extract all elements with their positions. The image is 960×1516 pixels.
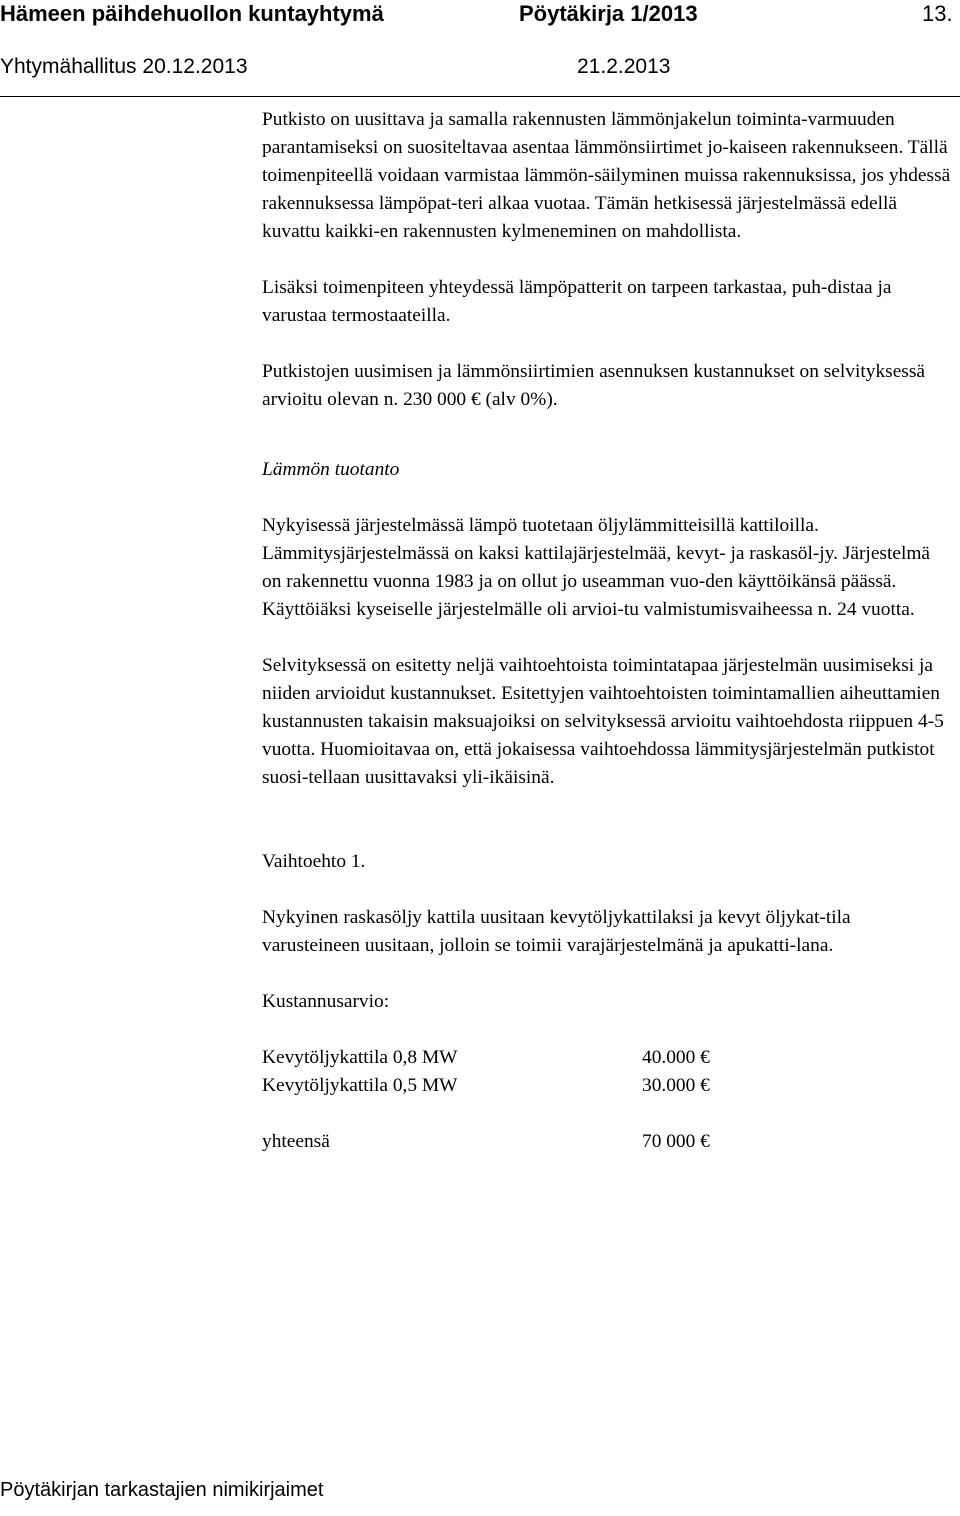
cost-row — [262, 1072, 952, 1100]
cost-amount: 40.000 € — [642, 1047, 710, 1068]
footer-initials-label: Pöytäkirjan tarkastajien nimikirjaimet — [0, 1479, 324, 1501]
header-document-title: Pöytäkirja 1/2013 — [519, 1, 698, 26]
paragraph-option-1: Nykyinen raskasöljy kattila uusitaan kevytöljykattilaksi ja kevyt öljykat-tila varusteineen uusitaan, jolloin se toimii varajärjestelmänä ja apukatti-lana. — [262, 907, 851, 956]
option-title: Vaihtoehto 1. — [262, 851, 366, 872]
cost-item: Kevytöljykattila 0,5 MW — [262, 1075, 458, 1096]
header-page-number: 13. — [922, 1, 953, 26]
cost-total-row — [262, 1128, 952, 1156]
paragraph-alternatives: Selvityksessä on esitetty neljä vaihtoehtoista toimintatapaa järjestelmän uusimiseksi ja niiden arvioidut kustannukset. Esitettyjen vaihtoehtoisten toimintamallien aiheuttamien kustannusten takaisin maksuajoiksi on selvityksessä arvioitu vaihtoehdosta riippuen 4-5 vuotta. Huomioitavaa on, että jokaisessa vaihtoehdossa lämmitysjärjestelmän putkistot suosi-tellaan uusittavaksi yli-ikäisinä. — [262, 655, 944, 788]
header-organization: Hämeen päihdehuollon kuntayhtymä — [0, 1, 384, 26]
document-body — [262, 106, 952, 1156]
paragraph-radiators: Lisäksi toimenpiteen yhteydessä lämpöpatterit on tarpeen tarkastaa, puh-distaa ja varustaa termostaateilla. — [262, 277, 892, 326]
subheader-date: 21.2.2013 — [577, 55, 671, 78]
cost-amount: 30.000 € — [642, 1075, 710, 1096]
section-heading-heat-production: Lämmön tuotanto — [262, 459, 400, 480]
paragraph-pipework: Putkisto on uusittava ja samalla rakennusten lämmönjakelun toiminta-varmuuden parantamiseksi on suositeltavaa asentaa lämmönsiirtimet jo-kaiseen rakennukseen. Tällä toimenpiteellä voidaan varmistaa lämmön-säilyminen muissa rakennuksissa, jos yhdessä rakennuksessa lämpöpat-teri alkaa vuotaa. Tämän hetkisessä järjestelmässä edellä kuvattu kaikki-en rakennusten kylmeneminen on mahdollista. — [262, 109, 951, 242]
header-rule — [0, 96, 960, 97]
cost-total-label: yhteensä — [262, 1131, 330, 1152]
paragraph-pipework-costs: Putkistojen uusimisen ja lämmönsiirtimien asennuksen kustannukset on selvityksessä arvioitu olevan n. 230 000 € (alv 0%). — [262, 361, 925, 410]
estimate-label: Kustannusarvio: — [262, 991, 390, 1012]
cost-row — [262, 1044, 952, 1072]
cost-total-amount: 70 000 € — [642, 1131, 710, 1152]
cost-item: Kevytöljykattila 0,8 MW — [262, 1047, 458, 1068]
subheader-board: Yhtymähallitus 20.12.2013 — [0, 55, 248, 78]
paragraph-current-system: Nykyisessä järjestelmässä lämpö tuotetaan öljylämmitteisillä kattiloilla. Lämmitysjärjestelmässä on kaksi kattilajärjestelmää, kevyt- ja raskasöl-jy. Järjestelmä on rakennettu vuonna 1983 ja on ollut jo useamman vuo-den käyttöikänsä päässä. Käyttöiäksi kyseiselle järjestelmälle oli arvioi-tu valmistumisvaiheessa n. 24 vuotta. — [262, 515, 931, 620]
